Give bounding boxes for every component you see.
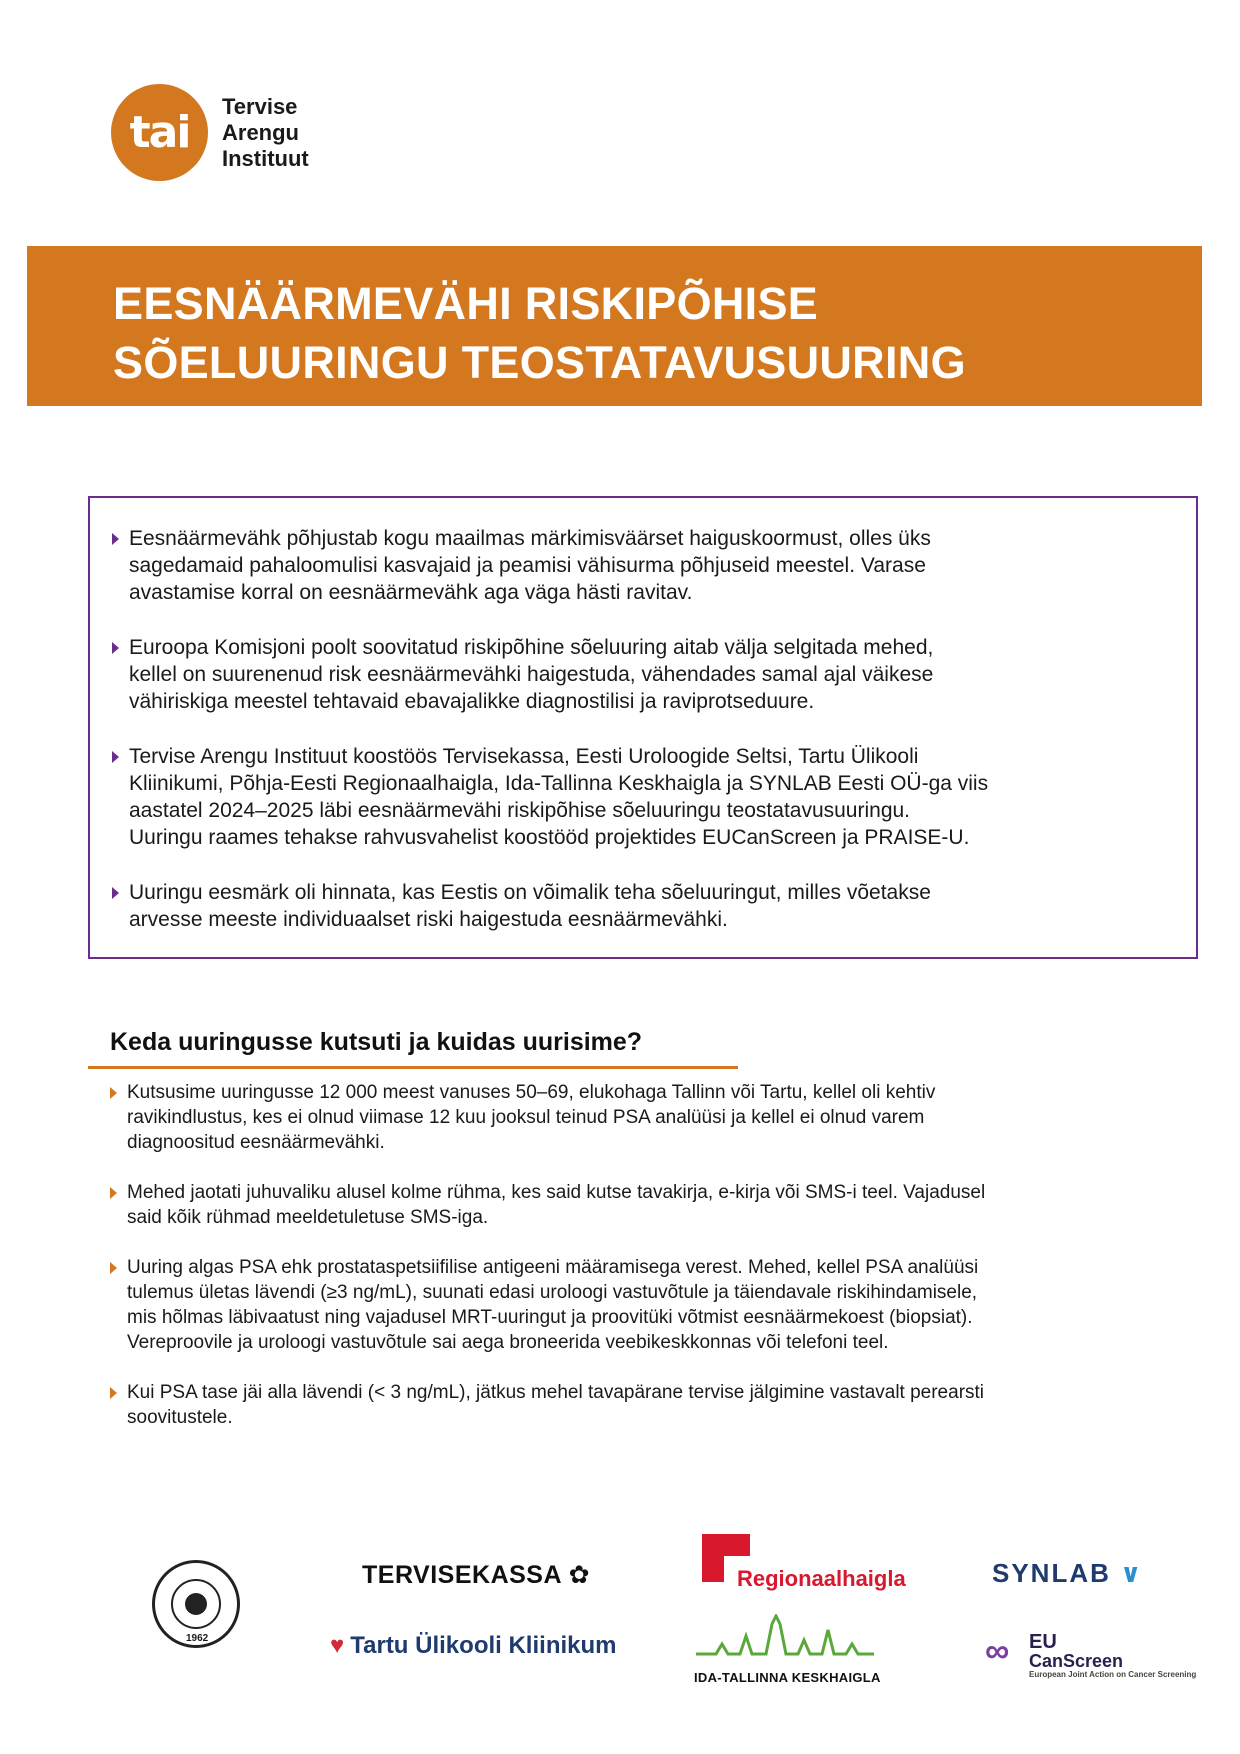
bullet-arrow-icon [110, 1262, 117, 1274]
partner-logos [0, 1520, 1240, 1700]
text-line: arvesse meeste individuaalset riski haigestuda eesnäärmevähki. [129, 908, 728, 931]
eucanscreen-line2: CanScreen [1029, 1651, 1124, 1671]
text-line: Vereproovile ja uroloogi vastuvõtule sai aega broneerida veebikeskkonnas või telefoni teel. [127, 1332, 889, 1353]
text-line: Kliinikumi, Põhja-Eesti Regionaalhaigla, Ida-Tallinna Keskhaigla ja SYNLAB Eesti OÜ-ga viis [129, 772, 989, 795]
tai-logo [111, 84, 309, 181]
intro-bullet [112, 634, 1166, 715]
section-divider [88, 1066, 738, 1069]
text-line: Uuringu eesmärk oli hinnata, kas Eestis on võimalik teha sõeluuringut, milles võetakse [129, 881, 931, 904]
text-line: Mehed jaotati juhuvaliku alusel kolme rühma, kes said kutse tavakirja, e-kirja või SMS-i teel. Vajadusel [127, 1182, 986, 1203]
bullet-arrow-icon [110, 1187, 117, 1199]
heart-icon: ♥ [330, 1632, 345, 1659]
bee-icon: ✿ [568, 1561, 591, 1589]
text-line: kellel on suurenenud risk eesnäärmevähki haigestuda, vähendades samal ajal väikese [129, 663, 934, 686]
text-line: soovitustele. [127, 1407, 233, 1428]
section-heading: Keda uuringusse kutsuti ja kuidas uurisime? [110, 1028, 643, 1056]
urology-society-seal-logo [152, 1560, 240, 1648]
text-line: Kutsusime uuringusse 12 000 meest vanuses 50–69, elukohaga Tallinn või Tartu, kellel oli kehtiv [127, 1082, 936, 1103]
title-banner [27, 246, 1202, 406]
bullet-arrow-icon [112, 751, 119, 763]
eucanscreen-tagline: European Joint Action on Cancer Screening [1029, 1670, 1197, 1679]
text-line: Tervise Arengu Instituut koostöös Tervisekassa, Eesti Uroloogide Seltsi, Tartu Ülikooli [129, 745, 919, 768]
org-name-line: Tervise [222, 93, 298, 119]
text-line: Eesnäärmevähk põhjustab kogu maailmas märkimisväärset haiguskoormust, olles üks [129, 527, 931, 550]
text-line: sagedamaid pahaloomulisi kasvajaid ja peamisi vähisurma põhjuseid meestel. Varase [129, 554, 926, 577]
org-name [222, 94, 309, 172]
text-line: Euroopa Komisjoni poolt soovitatud riskipõhine sõeluuring aitab välja selgitada mehed, [129, 636, 934, 659]
text-line: said kõik rühmad meeldetuletuse SMS-iga. [127, 1207, 489, 1228]
text-line: vähiriskiga meestel tehtavaid ebavajalikke diagnostilisi ja raviprotseduure. [129, 690, 815, 713]
synlab-mark-icon: ∨ [1120, 1558, 1144, 1588]
bullet-arrow-icon [110, 1387, 117, 1399]
section-bullet [110, 1080, 1190, 1155]
tai-logo-mark: tai [111, 84, 208, 181]
synlab-label: SYNLAB [992, 1558, 1111, 1588]
ribbon-icon: ∞ [985, 1632, 1010, 1670]
section-bullet [110, 1255, 1190, 1355]
text-line: Uuring algas PSA ehk prostataspetsiifilise antigeeni määramisega verest. Mehed, kellel PSA analüüsi [127, 1257, 979, 1278]
intro-bullet [112, 743, 1166, 851]
ida-tallinna-skyline-icon [696, 1614, 874, 1664]
synlab-logo [992, 1558, 1143, 1589]
intro-bullet [112, 525, 1166, 606]
regionaalhaigla-logo: Regionaalhaigla [737, 1566, 906, 1591]
text-line: ravikindlustus, kes ei olnud viimase 12 kuu jooksul teinud PSA analüüsi ja kellel ei olnud varem [127, 1107, 925, 1128]
ida-tallinna-label: IDA-TALLINNA KESKHAIGLA [694, 1670, 881, 1685]
text-line: Kui PSA tase jäi alla lävendi (< 3 ng/mL), jätkus mehel tavapärane tervise jälgimine vastavalt perearsti [127, 1382, 985, 1403]
text-line: tulemus ületas lävendi (≥3 ng/mL), suunati edasi uroloogi vastuvõtule ja täiendavale riskihindamisele, [127, 1282, 978, 1303]
page-title-line: EESNÄÄRMEVÄHI RISKIPÕHISE [113, 278, 819, 329]
tartu-kliinikum-label: Tartu Ülikooli Kliinikum [350, 1632, 617, 1659]
eucanscreen-line1: EU [1029, 1631, 1057, 1653]
section-body [110, 1080, 1190, 1455]
seal-year: 1962 [186, 1633, 209, 1644]
bullet-arrow-icon [110, 1087, 117, 1099]
text-line: aastatel 2024–2025 läbi eesnäärmevähi riskipõhise sõeluuringu teostatavusuuringu. [129, 799, 911, 822]
section-bullet [110, 1380, 1190, 1430]
tervisekassa-logo [362, 1560, 590, 1590]
bullet-arrow-icon [112, 887, 119, 899]
org-name-line: Instituut [222, 145, 309, 171]
intro-bullet [112, 879, 1166, 933]
seal-inner-ring [171, 1579, 221, 1629]
eucanscreen-logo [985, 1631, 1197, 1680]
seal-emblem-icon [185, 1593, 207, 1615]
text-line: mis hõlmas läbivaatust ning vajadusel MRT-uuringut ja proovitüki võtmist eesnäärmekoest (biopsiat). [127, 1307, 973, 1328]
text-line: avastamise korral on eesnäärmevähk aga väga hästi ravitav. [129, 581, 693, 604]
intro-box [88, 496, 1198, 959]
tervisekassa-label: TERVISEKASSA [362, 1561, 562, 1589]
text-line: diagnoositud eesnäärmevähki. [127, 1132, 385, 1153]
org-name-line: Arengu [222, 119, 299, 145]
page-title-line: SÕELUURINGU TEOSTATAVUSUURING [113, 337, 966, 388]
text-line: Uuringu raames tehakse rahvusvahelist koostööd projektides EUCanScreen ja PRAISE-U. [129, 826, 970, 849]
bullet-arrow-icon [112, 642, 119, 654]
section-bullet [110, 1180, 1190, 1230]
tartu-kliinikum-logo [330, 1632, 617, 1660]
bullet-arrow-icon [112, 533, 119, 545]
